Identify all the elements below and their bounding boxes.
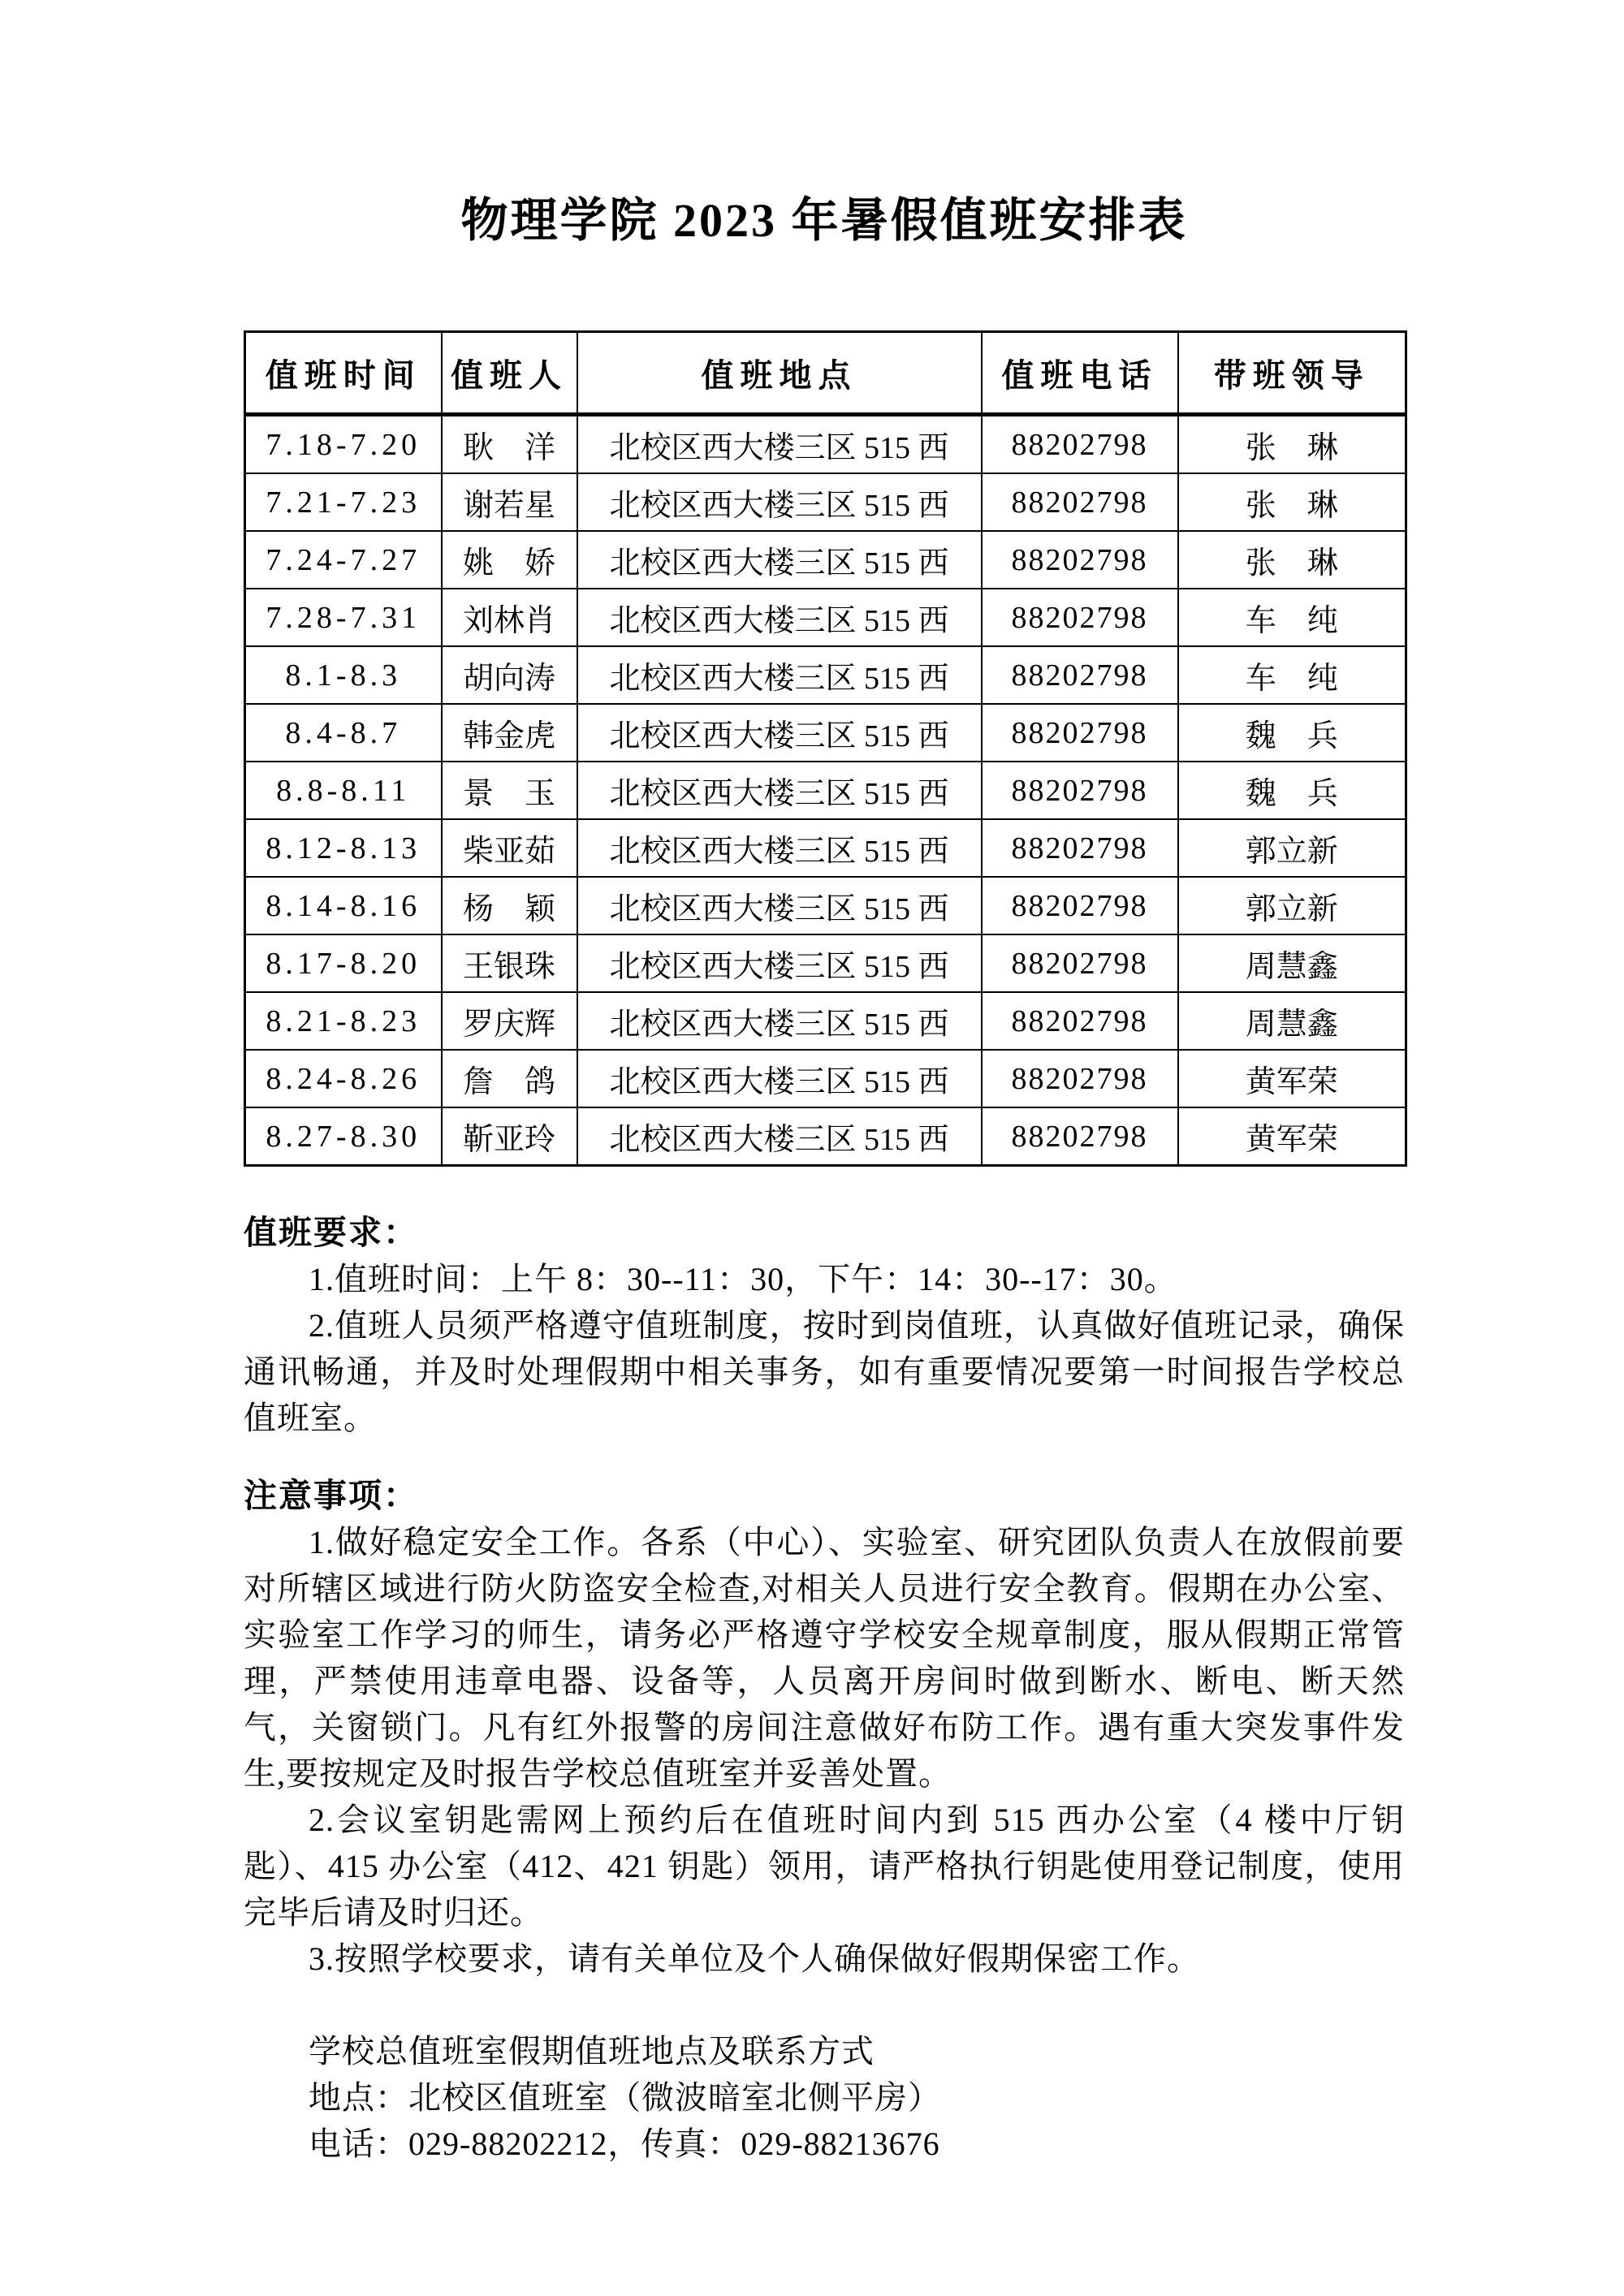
cell-location: 北校区西大楼三区 515 西 <box>577 762 982 819</box>
cell-phone: 88202798 <box>982 704 1178 762</box>
cell-person: 王银珠 <box>442 934 577 992</box>
table-row <box>245 934 1406 992</box>
cell-person: 景 玉 <box>442 762 577 819</box>
cell-duty-time: 8.21-8.23 <box>245 992 442 1050</box>
cell-location: 北校区西大楼三区 515 西 <box>577 1107 982 1166</box>
duty-schedule-table <box>244 330 1407 1167</box>
cell-phone: 88202798 <box>982 473 1178 531</box>
cell-phone: 88202798 <box>982 762 1178 819</box>
cell-leader: 张 琳 <box>1178 415 1406 474</box>
notes-section <box>244 1472 1405 1982</box>
cell-phone: 88202798 <box>982 531 1178 589</box>
cell-phone: 88202798 <box>982 589 1178 646</box>
duty-requirements-heading: 值班要求： <box>244 1214 418 1251</box>
table-row <box>245 704 1406 762</box>
cell-person: 姚 娇 <box>442 531 577 589</box>
cell-location: 北校区西大楼三区 515 西 <box>577 992 982 1050</box>
cell-leader: 车 纯 <box>1178 589 1406 646</box>
col-header-location: 值班地点 <box>577 332 982 415</box>
cell-duty-time: 7.18-7.20 <box>245 415 442 474</box>
cell-person: 谢若星 <box>442 473 577 531</box>
table-row <box>245 646 1406 704</box>
table-header-row <box>245 332 1406 415</box>
contact-location-line: 地点：北校区值班室（微波暗室北侧平房） <box>309 2079 941 2116</box>
cell-location: 北校区西大楼三区 515 西 <box>577 819 982 877</box>
cell-duty-time: 8.1-8.3 <box>245 646 442 704</box>
duty-requirement-item-2: 2.值班人员须严格遵守值班制度，按时到岗值班，认真做好值班记录，确保通讯畅通，并及时处理假期中相关事务，如有重要情况要第一时间报告学校总值班室。 <box>244 1307 1405 1436</box>
cell-location: 北校区西大楼三区 515 西 <box>577 646 982 704</box>
cell-duty-time: 8.12-8.13 <box>245 819 442 877</box>
document-content <box>244 0 1405 2167</box>
table-row <box>245 589 1406 646</box>
cell-duty-time: 8.14-8.16 <box>245 877 442 934</box>
cell-duty-time: 7.28-7.31 <box>245 589 442 646</box>
cell-leader: 周慧鑫 <box>1178 992 1406 1050</box>
cell-person: 韩金虎 <box>442 704 577 762</box>
cell-phone: 88202798 <box>982 934 1178 992</box>
cell-location: 北校区西大楼三区 515 西 <box>577 415 982 474</box>
table-row <box>245 762 1406 819</box>
table-row <box>245 992 1406 1050</box>
cell-leader: 张 琳 <box>1178 473 1406 531</box>
table-row <box>245 1107 1406 1166</box>
notes-item-1: 1.做好稳定安全工作。各系（中心）、实验室、研究团队负责人在放假前要对所辖区域进行防火防盗安全检查,对相关人员进行安全教育。假期在办公室、实验室工作学习的师生，请务必严格遵守学校安全规章制度，服从假期正常管理，严禁使用违章电器、设备等，人员离开房间时做到断水、断电、断天然气，关窗锁门。凡有红外报警的房间注意做好布防工作。遇有重大突发事件发生,要按规定及时报告学校总值班室并妥善处置。 <box>244 1524 1405 1792</box>
cell-duty-time: 7.21-7.23 <box>245 473 442 531</box>
cell-leader: 郭立新 <box>1178 877 1406 934</box>
table-row <box>245 531 1406 589</box>
cell-location: 北校区西大楼三区 515 西 <box>577 589 982 646</box>
cell-duty-time: 8.17-8.20 <box>245 934 442 992</box>
contact-info-block <box>244 2028 1405 2167</box>
table-body <box>245 415 1406 1166</box>
cell-leader: 张 琳 <box>1178 531 1406 589</box>
table-row <box>245 473 1406 531</box>
cell-leader: 魏 兵 <box>1178 762 1406 819</box>
cell-person: 胡向涛 <box>442 646 577 704</box>
cell-location: 北校区西大楼三区 515 西 <box>577 473 982 531</box>
table-row <box>245 1050 1406 1107</box>
cell-duty-time: 8.4-8.7 <box>245 704 442 762</box>
notes-item-2: 2.会议室钥匙需网上预约后在值班时间内到 515 西办公室（4 楼中厅钥匙）、415 办公室（412、421 钥匙）领用，请严格执行钥匙使用登记制度，使用完毕后请及时归还。 <box>244 1802 1405 1931</box>
duty-requirements-section <box>244 1209 1405 1441</box>
cell-person: 罗庆辉 <box>442 992 577 1050</box>
cell-phone: 88202798 <box>982 992 1178 1050</box>
cell-leader: 黄军荣 <box>1178 1107 1406 1166</box>
duty-requirement-item-1: 1.值班时间：上午 8：30--11：30，下午：14：30--17：30。 <box>309 1261 1177 1297</box>
cell-person: 刘林肖 <box>442 589 577 646</box>
table-row <box>245 819 1406 877</box>
notes-heading: 注意事项： <box>244 1477 418 1514</box>
col-header-phone: 值班电话 <box>982 332 1178 415</box>
cell-leader: 魏 兵 <box>1178 704 1406 762</box>
notes-item-3: 3.按照学校要求，请有关单位及个人确保做好假期保密工作。 <box>309 1940 1200 1977</box>
cell-phone: 88202798 <box>982 819 1178 877</box>
cell-phone: 88202798 <box>982 1050 1178 1107</box>
col-header-leader: 带班领导 <box>1178 332 1406 415</box>
cell-leader: 黄军荣 <box>1178 1050 1406 1107</box>
table-row <box>245 877 1406 934</box>
cell-location: 北校区西大楼三区 515 西 <box>577 934 982 992</box>
cell-phone: 88202798 <box>982 1107 1178 1166</box>
cell-phone: 88202798 <box>982 877 1178 934</box>
cell-person: 詹 鸽 <box>442 1050 577 1107</box>
contact-title-line: 学校总值班室假期值班地点及联系方式 <box>309 2033 875 2069</box>
cell-duty-time: 7.24-7.27 <box>245 531 442 589</box>
cell-person: 靳亚玲 <box>442 1107 577 1166</box>
cell-duty-time: 8.8-8.11 <box>245 762 442 819</box>
cell-phone: 88202798 <box>982 415 1178 474</box>
cell-duty-time: 8.24-8.26 <box>245 1050 442 1107</box>
cell-location: 北校区西大楼三区 515 西 <box>577 704 982 762</box>
cell-location: 北校区西大楼三区 515 西 <box>577 877 982 934</box>
cell-location: 北校区西大楼三区 515 西 <box>577 531 982 589</box>
cell-location: 北校区西大楼三区 515 西 <box>577 1050 982 1107</box>
cell-duty-time: 8.27-8.30 <box>245 1107 442 1166</box>
cell-person: 柴亚茹 <box>442 819 577 877</box>
cell-person: 耿 洋 <box>442 415 577 474</box>
cell-phone: 88202798 <box>982 646 1178 704</box>
cell-leader: 周慧鑫 <box>1178 934 1406 992</box>
cell-leader: 郭立新 <box>1178 819 1406 877</box>
contact-phone-line: 电话：029-88202212，传真：029-88213676 <box>309 2126 940 2162</box>
cell-leader: 车 纯 <box>1178 646 1406 704</box>
col-header-person: 值班人 <box>442 332 577 415</box>
table-row <box>245 415 1406 474</box>
col-header-duty-time: 值班时间 <box>245 332 442 415</box>
document-title: 物理学院 2023 年暑假值班安排表 <box>460 194 1188 247</box>
cell-person: 杨 颖 <box>442 877 577 934</box>
